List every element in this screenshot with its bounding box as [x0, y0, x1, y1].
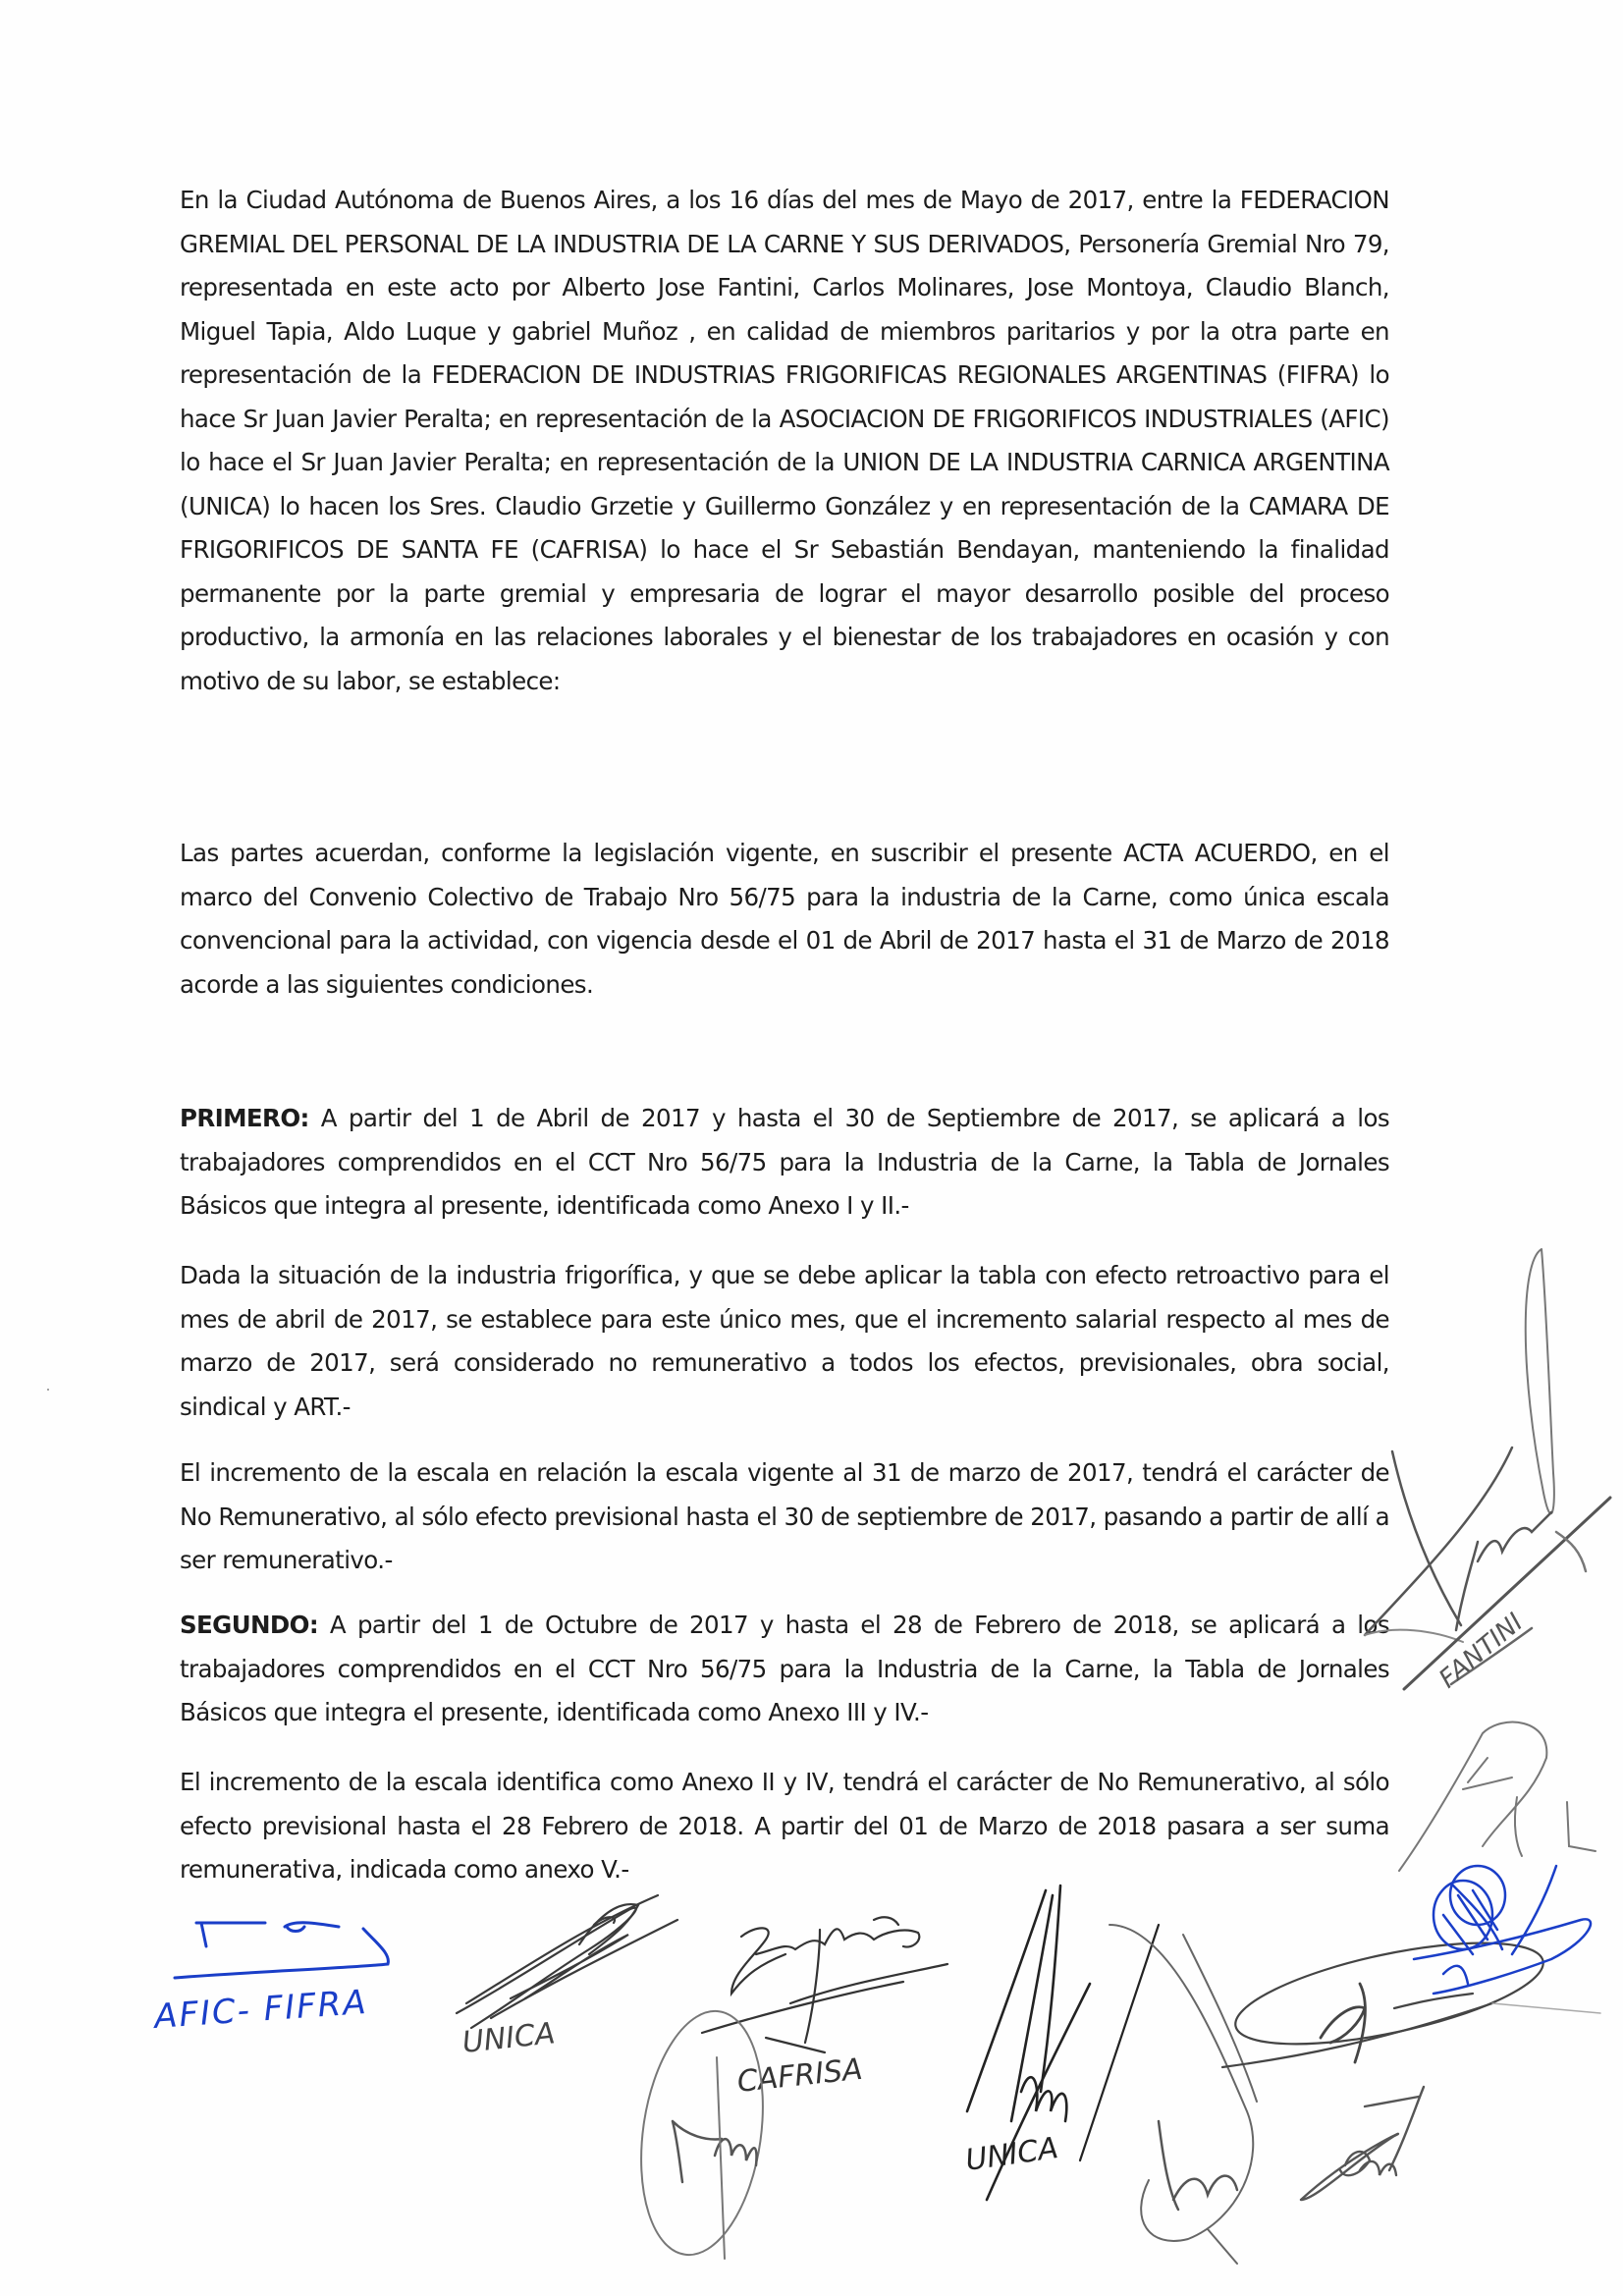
dada-paragraph — [180, 1254, 1389, 1429]
signature-label-afic-fifra: AFIC- FIFRA — [152, 1982, 369, 2037]
intro-text: En la Ciudad Autónoma de Buenos Aires, a los 16 días del mes de Mayo de 2017, entre la FEDERACION GREMIAL DEL PERSONAL DE LA INDUSTRIA DE LA CARNE Y SUS DERIVADOS, Personería Gremial Nro 79, representada en este acto por Alberto Jose Fantini, Carlos Molinares, Jose Montoya, Claudio Blanch, Miguel Tapia, Aldo Luque y gabriel Muñoz , en calidad de miembros paritarios y por la otra parte en representación de la FEDERACION DE INDUSTRIAS FRIGORIFICAS REGIONALES ARGENTINAS (FIFRA) lo hace Sr Juan Javier Peralta; en representación de la ASOCIACION DE FRIGORIFICOS INDUSTRIALES (AFIC) lo hace el Sr Juan Javier Peralta; en representación de la UNION DE LA INDUSTRIA CARNICA ARGENTINA (UNICA) lo hacen los Sres. Claudio Grzetie y Guillermo González y en representación de la CAMARA DE FRIGORIFICOS DE SANTA FE (CAFRISA) lo hace el Sr Sebastián Bendayan, manteniendo la finalidad permanente por la parte gremial y empresaria de lograr el mayor desarrollo posible del proceso productivo, la armonía en las relaciones laborales y el bienestar de los trabajadores en ocasión y con motivo de su labor, se establece: — [180, 186, 1389, 695]
signature-unica-2 — [967, 1886, 1159, 2200]
signature-loop-middle — [1109, 1925, 1257, 2264]
incremento1-text: El incremento de la escala en relación la escala vigente al 31 de marzo de 2017, tendrá el carácter de No Remunerativo, al sólo efecto previsional hasta el 30 de septiembre de 2017, pasando a partir de allí a ser remunerativo.- — [180, 1458, 1389, 1574]
signature-afic-fifra — [175, 1923, 388, 1978]
signature-gray-top-right — [1399, 1722, 1596, 1871]
signature-label-unica-2: UNICA — [963, 2131, 1060, 2178]
primero-clause — [180, 1097, 1389, 1229]
primero-body: A partir del 1 de Abril de 2017 y hasta el 30 de Septiembre de 2017, se aplicará a los trabajadores comprendidos en el CCT Nro 56/75 para la Industria de la Carne, la Tabla de Jornales Básicos que integra al presente, identificada como Anexo I y II.- — [180, 1104, 1389, 1220]
signature-label-unica-1: UNICA — [460, 2016, 558, 2060]
acta-acuerdo-paragraph — [180, 832, 1389, 1007]
dada-text: Dada la situación de la industria frigorífica, y que se debe aplicar la tabla con efecto retroactivo para el mes de abril de 2017, se establece para este único mes, que el incremento salarial respecto al mes de marzo de 2017, será considerado no remunerativo a todos los efectos, previsionales, obra social, sindical y ART.- — [180, 1261, 1389, 1421]
segundo-text — [180, 1604, 1389, 1735]
primero-text — [180, 1097, 1389, 1229]
signature-fantini — [1365, 1249, 1610, 1689]
signature-label-fantini: FANTINI — [1434, 1608, 1530, 1695]
signature-oval-left — [626, 2003, 778, 2263]
signature-blanch — [1301, 2087, 1424, 2200]
incremento2-text: El incremento de la escala identifica como Anexo II y IV, tendrá el carácter de No Remunerativo, al sólo efecto previsional hasta el 28 Febrero de 2018. A partir del 01 de Marzo de 2018 pasara a ser suma remunerativa, indicada como anexo V.- — [180, 1768, 1389, 1884]
segundo-clause — [180, 1604, 1389, 1735]
incremento-paragraph-1 — [180, 1451, 1389, 1583]
signature-unica-1 — [457, 1895, 677, 2028]
signature-blue-scribble — [1414, 1866, 1591, 1994]
primero-label: PRIMERO: — [180, 1104, 309, 1132]
segundo-label: SEGUNDO: — [180, 1611, 319, 1639]
acta-text: Las partes acuerdan, conforme la legislación vigente, en suscribir el presente ACTA ACUERDO, en el marco del Convenio Colectivo de Trabajo Nro 56/75 para la industria de la Carne, como única escala convencional para la actividad, con vigencia desde el 01 de Abril de 2017 hasta el 31 de Marzo de 2018 acorde a las siguientes condiciones. — [180, 839, 1389, 999]
segundo-body: A partir del 1 de Octubre de 2017 y hasta el 28 de Febrero de 2018, se aplicará a los trabajadores comprendidos en el CCT Nro 56/75 para la Industria de la Carne, la Tabla de Jornales Básicos que integra el presente, identificada como Anexo III y IV.- — [180, 1611, 1389, 1726]
intro-paragraph — [180, 179, 1389, 703]
incremento-paragraph-2 — [180, 1761, 1389, 1892]
signature-label-cafrisa: CAFRISA — [735, 2051, 865, 2100]
signature-oval-right — [1222, 1923, 1600, 2067]
scan-speck — [47, 1389, 49, 1391]
signature-cafrisa — [702, 1917, 947, 2052]
